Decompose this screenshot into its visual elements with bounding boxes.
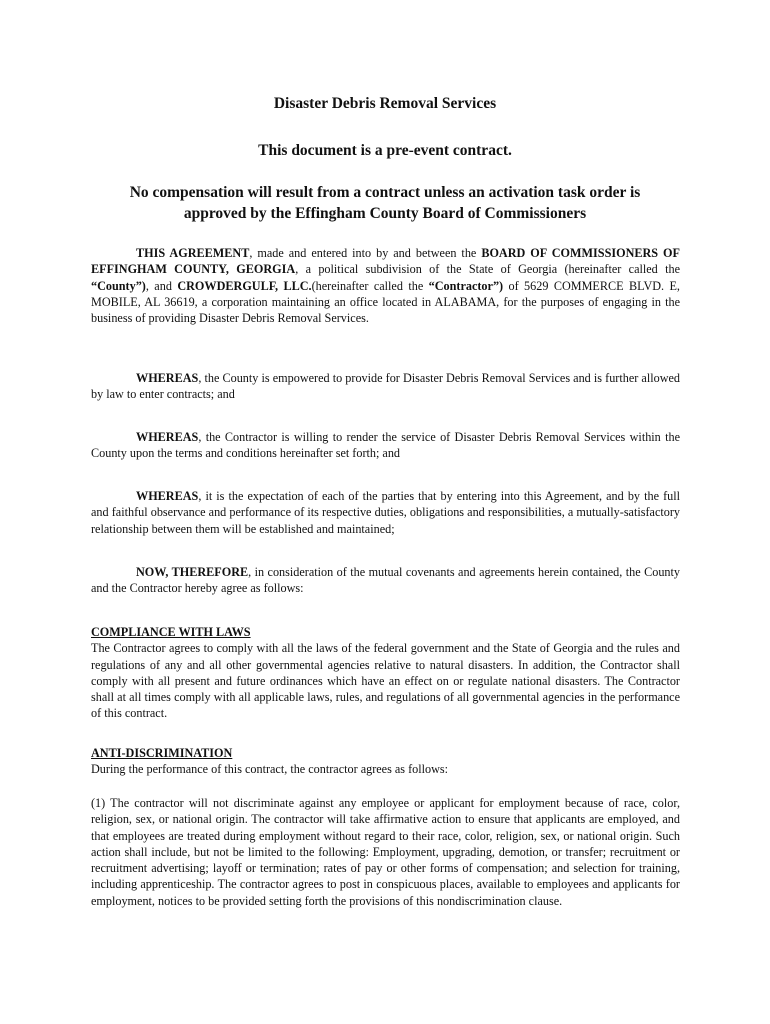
agreement-lead: THIS AGREEMENT (136, 246, 250, 260)
county-term: “County”) (91, 278, 146, 293)
anti-discrimination-heading: ANTI-DISCRIMINATION (91, 746, 233, 760)
agreement-paragraph: THIS AGREEMENT, made and entered into by and between the BOARD OF COMMISSIONERS OF EFFINGHAM COUNTY, GEORGIA, a political subdivision of the State of Georgia (hereinafter called the “County”), and CROWDERGULF, LLC.(hereinafter called the “Contractor”) of 5629 COMMERCE BLVD. E, MOBILE, AL 36619, a corporation maintaining an office located in ALABAMA, for the purposes of engaging in the business of providing Disaster Debris Removal Services. (91, 246, 681, 326)
anti-discrimination-section (91, 745, 680, 778)
contractor-term: “Contractor”) (428, 278, 504, 293)
compliance-heading: COMPLIANCE WITH LAWS (91, 625, 251, 639)
compensation-notice-line1: No compensation will result from a contract unless an activation task order is (129, 184, 641, 201)
compliance-text: The Contractor agrees to comply with all the laws of the federal government and the State of Georgia and the rules and regulations of any and all other governmental agencies relative to natural disasters. In addition, the Contractor shall comply with all present and future ordinances which have an effect on or regulate national disasters. The Contractor shall at all times comply with all applicable laws, rules, and regulations of all governmental agencies in the performance of this contract. (91, 641, 680, 721)
compensation-notice (0, 182, 770, 224)
whereas-paragraph-2: WHEREAS, the Contractor is willing to render the service of Disaster Debris Removal Services within the County upon the terms and conditions hereinafter set forth; and (91, 430, 680, 461)
whereas-paragraph-3: WHEREAS, it is the expectation of each of the parties that by entering into this Agreement, and by the full and faithful observance and performance of its respective duties, obligations and responsibilities, a mutually-satisfactory relationship between them will be established and maintained; (91, 489, 680, 536)
now-therefore-paragraph: NOW, THEREFORE, in consideration of the mutual covenants and agreements herein contained, the County and the Contractor hereby agree as follows: (91, 565, 680, 596)
document-title: Disaster Debris Removal Services (273, 95, 497, 112)
pre-event-notice: This document is a pre-event contract. (258, 142, 512, 159)
anti-discrimination-item-1: (1) The contractor will not discriminate against any employee or applicant for employment because of race, color, religion, sex, or national origin. The contractor will take affirmative action to ensure that applicants are employed, and that employees are treated during employment without regard to their race, color, religion, sex, or national origin. Such action shall include, but not be limited to the following: Employment, upgrading, demotion, or transfer; recruitment or recruitment advertising; layoff or termination; rates of pay or other forms of compensation; and selection for training, including apprenticeship. The contractor agrees to post in conspicuous places, available to employees and applicants for employment, notices to be provided setting forth the provisions of this nondiscrimination clause. (91, 796, 680, 908)
contractor-name: CROWDERGULF, LLC. (177, 278, 312, 293)
compliance-section (91, 624, 680, 722)
whereas-paragraph-1: WHEREAS, the County is empowered to provide for Disaster Debris Removal Services and is further allowed by law to enter contracts; and (91, 371, 680, 402)
board-name: BOARD OF COMMISSIONERS OF EFFINGHAM COUNTY, GEORGIA (91, 246, 680, 277)
compensation-notice-line2: approved by the Effingham County Board of Commissioners (183, 205, 587, 222)
anti-discrimination-intro: During the performance of this contract, the contractor agrees as follows: (91, 762, 449, 777)
